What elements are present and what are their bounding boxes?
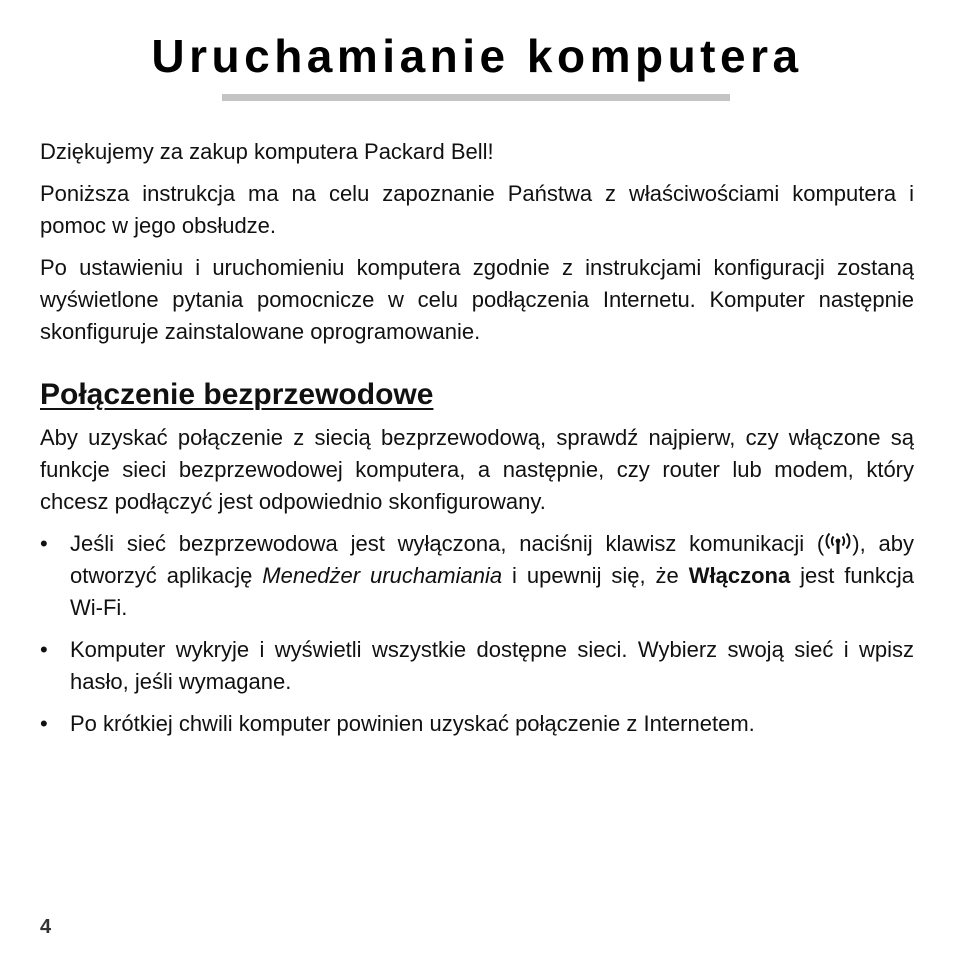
bullet-text: Komputer wykryje i wyświetli wszystkie dostępne sieci. Wybierz swoją sieć i wpisz hasło, jeśli wymagane. [70, 637, 914, 694]
app-name: Menedżer uruchamiania [262, 563, 503, 588]
bullet-text: i upewnij się, że [502, 563, 689, 588]
bullet-marker: • [40, 531, 48, 556]
bullet-marker: • [40, 711, 48, 736]
section-paragraph: Aby uzyskać połączenie z siecią bezprzewodową, sprawdź najpierw, czy włączone są funkcje sieci bezprzewodowej komputera, a następnie, czy router lub modem, który chcesz podłączyć jest odpowiednio skonfigurowany. [40, 425, 914, 514]
bullet-text: jest funkcja Wi-Fi. [70, 563, 914, 620]
section-heading-wireless: Połączenie bezprzewodowe [40, 378, 434, 411]
intro-paragraph-purpose: Poniższa instrukcja ma na celu zapoznanie Państwa z właściwościami komputera i pomoc w jego obsłudze. [40, 181, 914, 238]
bold-term: Włączona [688, 563, 791, 588]
bullet-text: Po krótkiej chwili komputer powinien uzyskać połączenie z Internetem. [70, 711, 755, 736]
bullet-marker: • [40, 637, 48, 662]
title-underline-rule [222, 94, 730, 101]
page-number: 4 [40, 916, 52, 938]
list-item [40, 634, 914, 698]
page-title: Uruchamianie komputera [151, 30, 803, 82]
bullet-text: Jeśli sieć bezprzewodowa jest wyłączona, naciśnij klawisz komunikacji ( [70, 531, 825, 556]
bullet-text: ), aby otworzyć aplikację [70, 531, 914, 588]
intro-paragraph-thanks: Dziękujemy za zakup komputera Packard Bell! [40, 139, 494, 164]
bullet-list [40, 528, 914, 740]
list-item [40, 708, 914, 740]
intro-paragraph-setup: Po ustawieniu i uruchomieniu komputera zgodnie z instrukcjami konfiguracji zostaną wyświetlone pytania pomocnicze w celu podłączenia Internetu. Komputer następnie skonfiguruje zainstalowane oprogramowanie. [40, 255, 914, 344]
list-item [40, 528, 914, 624]
page-content [40, 136, 914, 750]
wireless-antenna-icon [824, 533, 852, 555]
